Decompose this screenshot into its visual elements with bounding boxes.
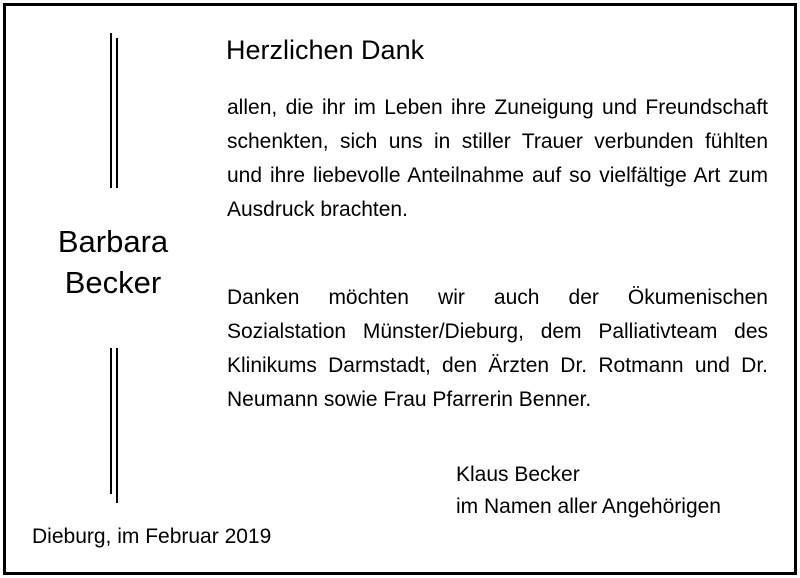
decorative-line-bottom-right xyxy=(116,348,118,503)
decorative-line-top-right xyxy=(116,38,118,188)
signature-relation: im Namen aller Angehörigen xyxy=(456,495,721,518)
deceased-first-name: Barbara xyxy=(57,224,169,259)
thanks-paragraph: allen, die ihr im Leben ihre Zuneigung und Freundschaft schenkten, sich uns in stiller Trauer verbunden fühlten und ihre liebevolle Anteilnahme auf so vielfältige Art zum Ausdruck brachten. xyxy=(227,96,768,221)
decorative-line-bottom-left xyxy=(110,348,112,494)
deceased-last-name: Becker xyxy=(64,265,162,300)
acknowledgement-paragraph: Danken möchten wir auch der Ökumenischen Sozialstation Münster/Dieburg, dem Palliativteam des Klinikums Darmstadt, den Ärzten Dr. Rotmann und Dr. Neumann sowie Frau Pfarrerin Benner. xyxy=(227,286,768,411)
place-and-date: Dieburg, im Februar 2019 xyxy=(32,525,272,548)
notice-heading: Herzlichen Dank xyxy=(226,35,425,65)
decorative-line-top-left xyxy=(110,33,112,188)
signature-name: Klaus Becker xyxy=(456,463,580,486)
